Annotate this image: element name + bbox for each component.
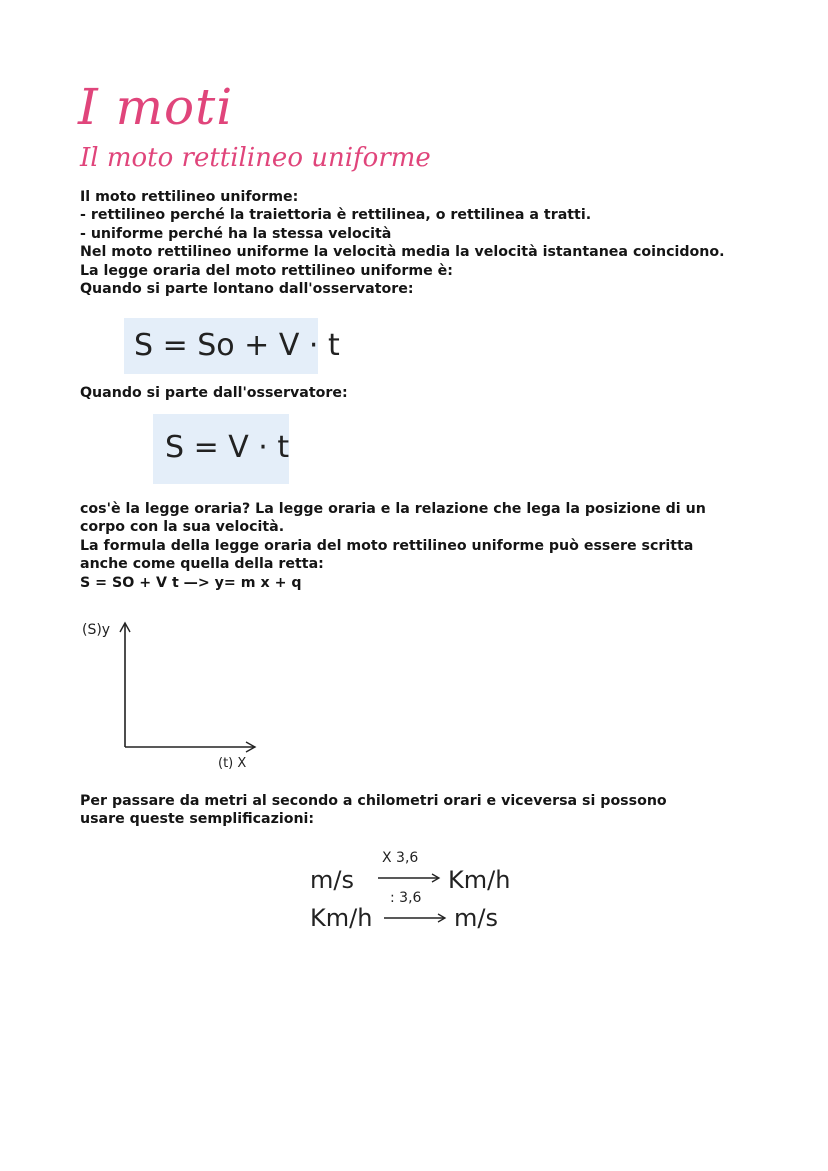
paragraph-block: [80, 500, 706, 592]
formula-1: S = So + V · t: [134, 328, 340, 363]
formula-box-2: [153, 414, 289, 484]
intro-line: - uniforme perché ha la stessa velocità: [80, 225, 392, 242]
paragraph-line: corpo con la sua velocità.: [80, 519, 285, 536]
paragraph-line: cos'è la legge oraria? La legge oraria e la relazione che lega la posizione di un: [80, 501, 706, 517]
paragraph-line: La formula della legge oraria del moto rettilineo uniforme può essere scritta: [80, 537, 694, 554]
conversion-intro-line: Per passare da metri al secondo a chilometri orari e viceversa si possono: [80, 793, 667, 809]
conversion-diagram: [300, 850, 540, 940]
intro-line: - rettilineo perché la traiettoria è rettilinea, o rettilinea a tratti.: [80, 207, 592, 224]
conversion-row2-op: : 3,6: [390, 890, 422, 906]
conversion-row1-op: X 3,6: [382, 850, 419, 866]
conversion-row1-arrow-icon: [376, 872, 442, 884]
x-axis-label: (t) X: [218, 756, 247, 771]
intro-block: [80, 188, 724, 298]
conversion-intro-line: usare queste semplificazioni:: [80, 811, 315, 828]
conversion-row1-from: m/s: [310, 866, 354, 894]
page-title: I moti: [78, 78, 234, 136]
intro-line: Quando si parte lontano dall'osservatore:: [80, 281, 414, 298]
conversion-row2-from: Km/h: [310, 904, 373, 932]
section-subtitle: Il moto rettilineo uniforme: [80, 143, 431, 173]
y-axis-label: (S)y: [82, 622, 111, 638]
conversion-row1-to: Km/h: [448, 866, 511, 894]
intro-line: La legge oraria del moto rettilineo uniforme è:: [80, 262, 453, 279]
formula-box-1: [124, 318, 340, 374]
intro-line: Il moto rettilineo uniforme:: [80, 189, 299, 205]
conversion-row2-arrow-icon: [382, 912, 448, 924]
conversion-row2-to: m/s: [454, 904, 498, 932]
conversion-intro: [80, 792, 667, 829]
position-time-graph: [70, 612, 280, 782]
formula-2: S = V · t: [165, 430, 290, 465]
intro-line: Nel moto rettilineo uniforme la velocità media la velocità istantanea coincidono.: [80, 244, 725, 261]
formula2-label: Quando si parte dall'osservatore:: [80, 385, 348, 401]
paragraph-line: anche come quella della retta:: [80, 556, 324, 573]
paragraph-line: S = SO + V t —> y= m x + q: [80, 574, 302, 591]
